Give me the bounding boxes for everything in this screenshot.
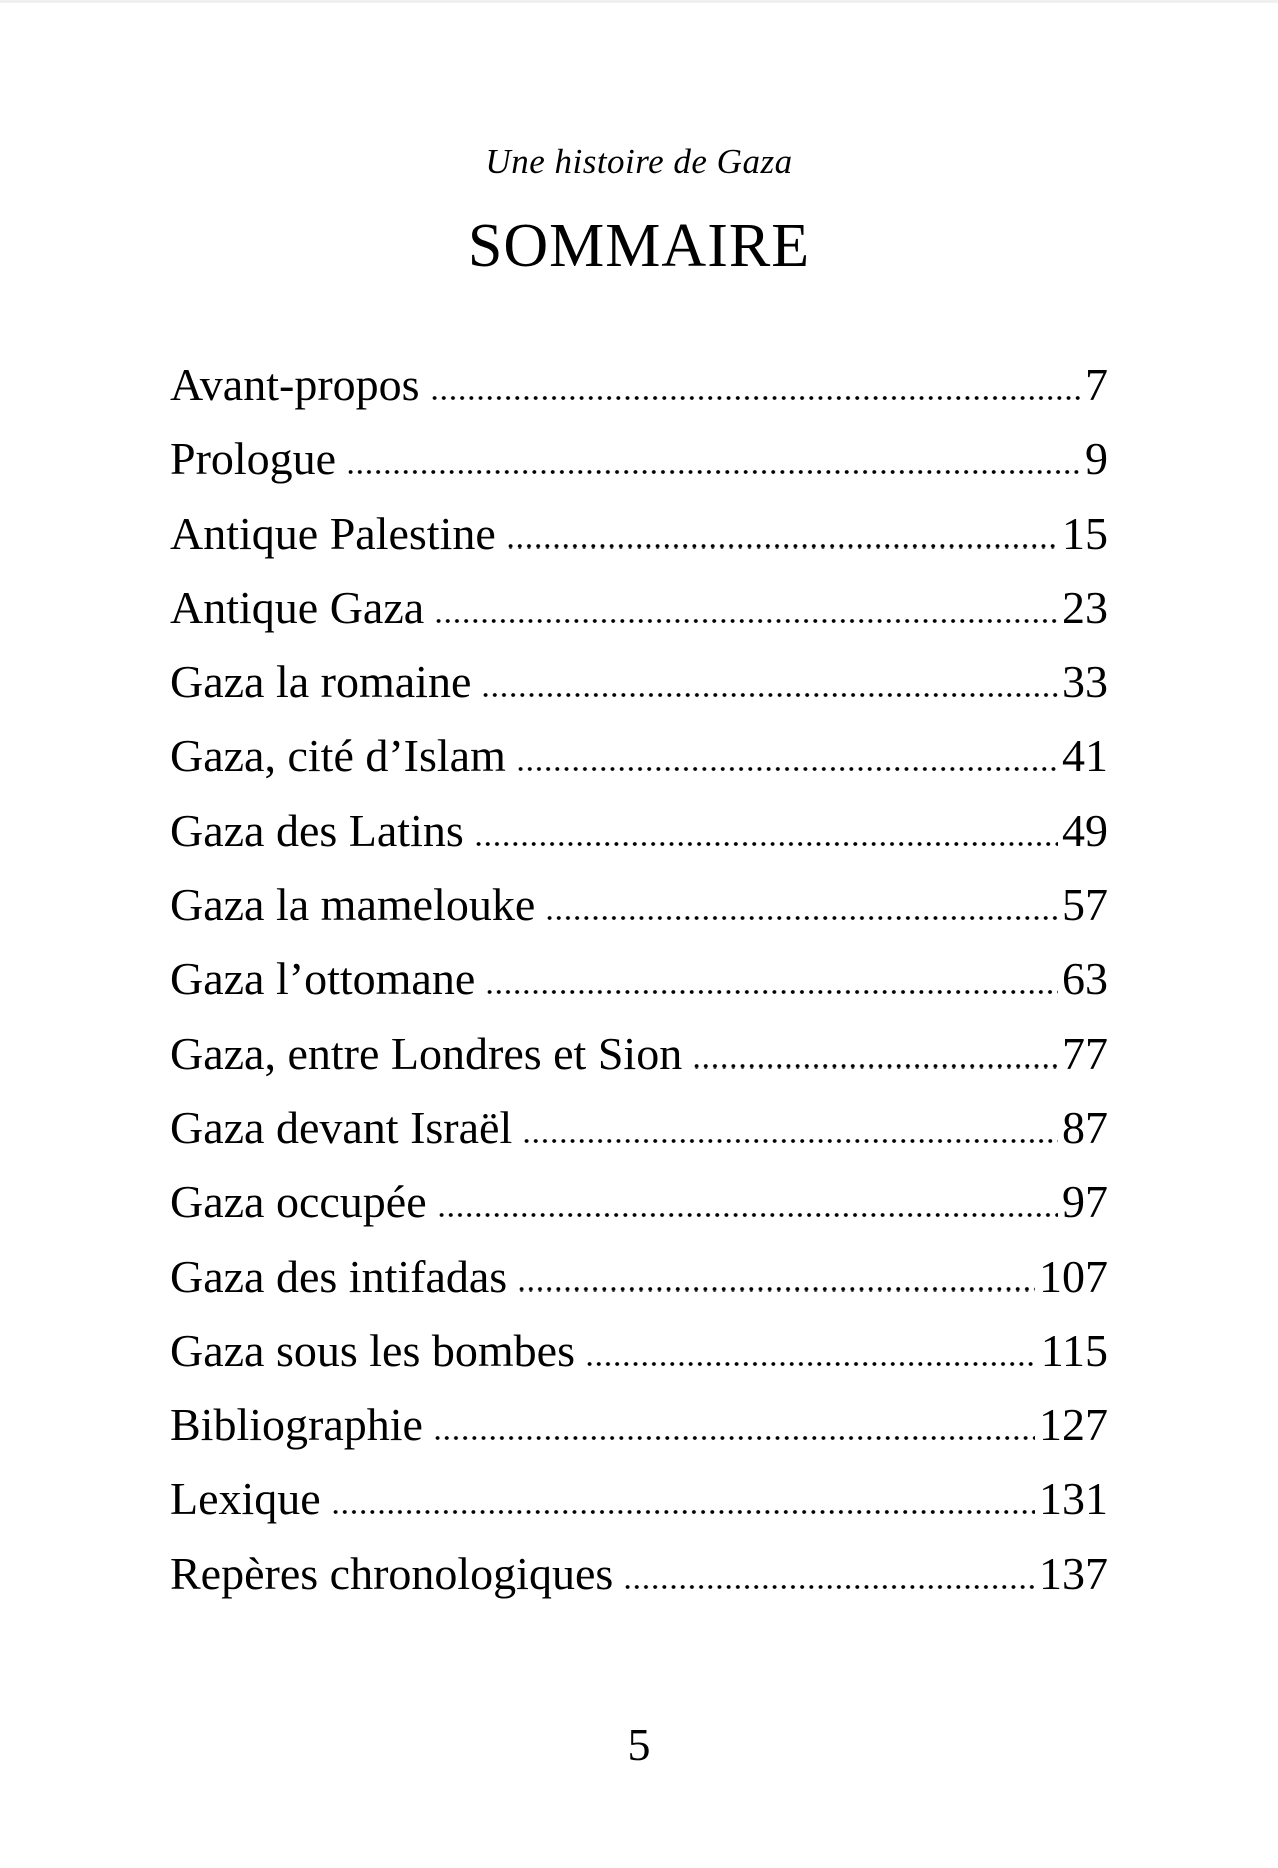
toc-entry-label: Antique Gaza (170, 581, 425, 633)
running-header: Une histoire de Gaza (485, 142, 793, 181)
page-top-edge (0, 0, 1278, 3)
dot-leader (516, 767, 1058, 771)
toc-entry-label: Gaza la romaine (170, 656, 472, 708)
dot-leader (485, 990, 1058, 994)
toc-entry-page-number: 137 (1039, 1547, 1108, 1599)
dot-leader (623, 1585, 1035, 1589)
page-number: 5 (627, 1719, 651, 1770)
toc-entry[interactable] (170, 348, 1108, 422)
dot-leader (692, 1064, 1058, 1068)
toc-entry-label: Gaza la mamelouke (170, 879, 536, 931)
toc-entry-page-number: 33 (1062, 656, 1108, 708)
dot-leader (474, 842, 1058, 846)
toc-entry-page-number: 107 (1039, 1250, 1108, 1302)
toc-entry-page-number: 15 (1062, 507, 1108, 559)
toc-entry[interactable] (170, 497, 1108, 571)
dot-leader (430, 396, 1081, 400)
toc-entry-page-number: 87 (1062, 1101, 1108, 1153)
toc-entry-page-number: 131 (1039, 1473, 1108, 1525)
toc-entry[interactable] (170, 1165, 1108, 1239)
toc-entry-label: Prologue (170, 433, 337, 485)
dot-leader (522, 1139, 1058, 1143)
toc-entry-page-number: 23 (1062, 581, 1108, 633)
toc-entry-label: Gaza, entre Londres et Sion (170, 1027, 683, 1079)
toc-entry-label: Antique Palestine (170, 507, 496, 559)
toc-entry-page-number: 63 (1062, 953, 1108, 1005)
toc-entry[interactable] (170, 1462, 1108, 1536)
dot-leader (433, 1436, 1035, 1440)
toc-entry-page-number: 7 (1085, 359, 1108, 410)
toc-entry[interactable] (170, 794, 1108, 868)
toc-entry-label: Avant-propos (170, 359, 420, 410)
toc-entry-page-number: 97 (1062, 1176, 1108, 1228)
toc-entry[interactable] (170, 1017, 1108, 1091)
toc-entry-label: Gaza des intifadas (170, 1250, 508, 1302)
toc-entry[interactable] (170, 571, 1108, 645)
toc-entry-label: Gaza sous les bombes (170, 1324, 575, 1376)
toc-entry[interactable] (170, 1091, 1108, 1165)
dot-leader (437, 1213, 1058, 1217)
toc-entry[interactable] (170, 1314, 1108, 1388)
toc-entry-page-number: 49 (1062, 804, 1108, 856)
toc-entry-label: Bibliographie (170, 1399, 423, 1451)
toc-entry[interactable] (170, 645, 1108, 719)
toc-entry-label: Lexique (170, 1473, 321, 1525)
dot-leader (585, 1362, 1037, 1366)
toc-entry[interactable] (170, 868, 1108, 942)
table-of-contents (170, 348, 1108, 1611)
toc-entry-label: Gaza devant Israël (170, 1101, 513, 1153)
toc-entry-page-number: 127 (1039, 1399, 1108, 1451)
dot-leader (517, 1287, 1035, 1291)
toc-entry-page-number: 9 (1085, 433, 1108, 485)
dot-leader (545, 916, 1058, 920)
toc-entry-label: Gaza, cité d’Islam (170, 730, 506, 782)
toc-entry[interactable] (170, 942, 1108, 1016)
toc-entry-page-number: 41 (1062, 730, 1108, 782)
toc-entry-label: Gaza occupée (170, 1176, 427, 1228)
toc-entry-page-number: 77 (1062, 1027, 1108, 1079)
dot-leader (506, 544, 1058, 548)
toc-entry[interactable] (170, 422, 1108, 496)
dot-leader (331, 1510, 1035, 1514)
toc-entry[interactable] (170, 1240, 1108, 1314)
toc-entry-label: Repères chronologiques (170, 1547, 614, 1599)
dot-leader (481, 693, 1058, 697)
toc-entry-label: Gaza des Latins (170, 804, 464, 856)
toc-entry[interactable] (170, 1537, 1108, 1611)
toc-entry[interactable] (170, 1388, 1108, 1462)
page-title: SOMMAIRE (467, 212, 811, 280)
dot-leader (346, 470, 1081, 474)
dot-leader (434, 619, 1058, 623)
toc-entry[interactable] (170, 719, 1108, 793)
toc-entry-page-number: 115 (1040, 1324, 1108, 1376)
toc-entry-page-number: 57 (1062, 879, 1108, 931)
toc-entry-label: Gaza l’ottomane (170, 953, 476, 1005)
